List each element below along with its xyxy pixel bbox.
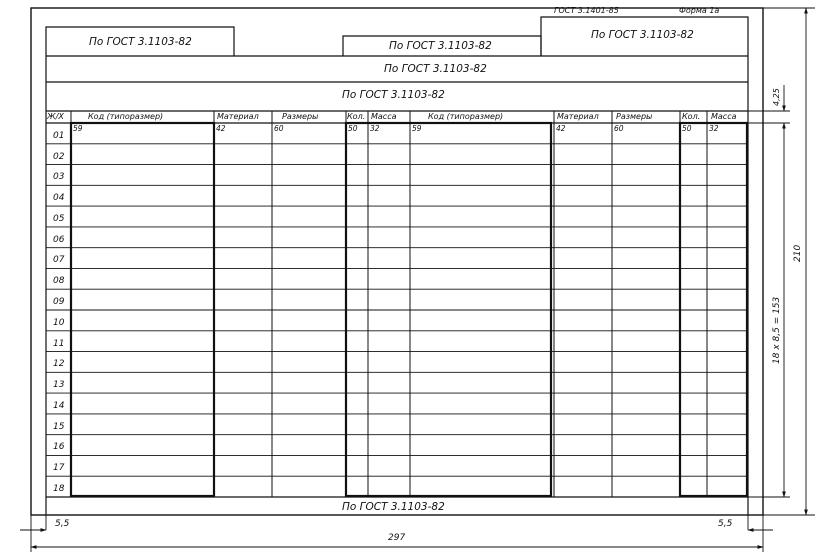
- dim-total-height: 210: [793, 244, 803, 262]
- row-number: 17: [53, 463, 65, 474]
- column-qty-header: Кол.: [347, 112, 366, 121]
- column-qty-header-2: Кол.: [682, 112, 701, 121]
- row-number: 06: [53, 234, 65, 245]
- row-number: 15: [53, 421, 65, 432]
- header-row-1-label: По ГОСТ 3.1103-82: [384, 63, 487, 75]
- row-number: 05: [53, 213, 65, 224]
- col-width-code: 59: [73, 124, 83, 133]
- column-material-header-2: Материал: [557, 112, 599, 121]
- footer-label: По ГОСТ 3.1103-82: [342, 501, 445, 513]
- row-number: 04: [53, 193, 65, 204]
- row-number: 16: [53, 442, 65, 453]
- col-width-qty-2: 50: [682, 124, 692, 133]
- col-width-material-2: 42: [556, 124, 566, 133]
- column-mass-header-2: Масса: [711, 112, 737, 121]
- row-number: 03: [53, 172, 65, 183]
- row-number: 12: [53, 359, 65, 370]
- dim-total-width: 297: [388, 533, 406, 543]
- col-width-mass: 32: [370, 124, 380, 133]
- dim-right-margin: 5,5: [718, 519, 733, 529]
- column-num-header: Ж/Х: [47, 112, 64, 121]
- col-width-code-2: 59: [412, 124, 422, 133]
- row-number: 08: [53, 276, 65, 287]
- column-code-header-2: Код (типоразмер): [428, 112, 504, 121]
- column-material-header: Материал: [217, 112, 259, 121]
- row-number: 01: [53, 130, 65, 141]
- row-number: 09: [53, 297, 65, 307]
- column-code-header: Код (типоразмер): [88, 112, 164, 121]
- header-box-right-label: По ГОСТ 3.1103-82: [591, 29, 694, 41]
- col-width-sizes: 60: [274, 124, 284, 133]
- header-box-middle-label: По ГОСТ 3.1103-82: [389, 40, 492, 52]
- dim-header-height: 4,25: [772, 88, 781, 106]
- row-number: 13: [53, 380, 65, 391]
- header-box-left-label: По ГОСТ 3.1103-82: [89, 36, 192, 48]
- row-number: 02: [53, 151, 65, 162]
- form-label: Форма 1а: [679, 6, 720, 15]
- col-width-qty: 50: [348, 124, 358, 133]
- column-sizes-header-2: Размеры: [616, 112, 653, 121]
- col-width-material: 42: [216, 124, 226, 133]
- row-number: 07: [53, 255, 65, 266]
- col-width-sizes-2: 60: [614, 124, 624, 133]
- header-row-2-label: По ГОСТ 3.1103-82: [342, 89, 445, 101]
- row-number: 14: [53, 400, 65, 411]
- dim-rows-height: 18 x 8,5 = 153: [772, 296, 782, 364]
- standard-label: ГОСТ 3.1401-85: [554, 6, 619, 15]
- row-number: 11: [53, 338, 65, 349]
- column-mass-header: Масса: [371, 112, 397, 121]
- dim-left-margin: 5,5: [55, 519, 70, 529]
- row-number: 10: [53, 317, 65, 328]
- col-width-mass-2: 32: [709, 124, 719, 133]
- column-sizes-header: Размеры: [282, 112, 319, 121]
- row-number: 18: [53, 484, 65, 494]
- outer-frame: [31, 8, 763, 515]
